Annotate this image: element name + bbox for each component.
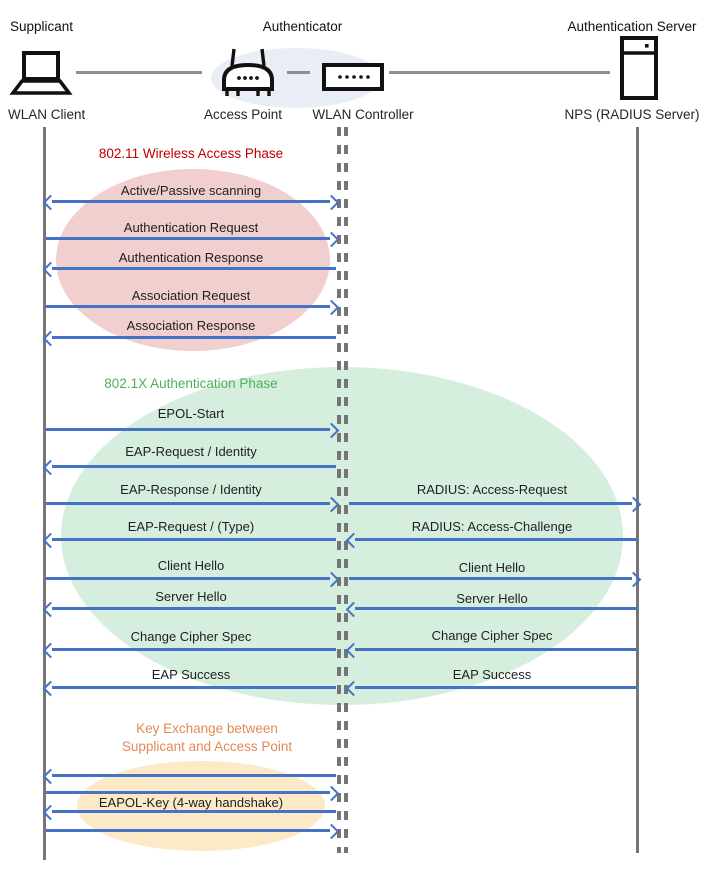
wlan-controller-icon [322, 63, 384, 91]
arrow-shaft [52, 538, 336, 541]
message-label: Client Hello [458, 560, 526, 575]
message-label: Association Response [126, 318, 256, 333]
arrow-shaft [52, 267, 336, 270]
message-label: Client Hello [157, 558, 225, 573]
message-label: EAP-Response / Identity [120, 482, 262, 497]
arrow-shaft [355, 648, 637, 651]
label-wlan-client: WLAN Client [8, 107, 86, 122]
message-label: RADIUS: Access-Challenge [411, 519, 573, 534]
arrow-shaft [46, 237, 330, 240]
phase1-title: 802.11 Wireless Access Phase [98, 146, 284, 161]
message-label: Server Hello [155, 589, 227, 604]
role-supplicant: Supplicant [10, 19, 74, 34]
role-authenticator: Authenticator [262, 19, 343, 34]
role-authentication-server: Authentication Server [567, 19, 697, 34]
message-label: Association Request [131, 288, 251, 303]
arrow-shaft [52, 465, 336, 468]
message-label: Authentication Request [123, 220, 259, 235]
message-label: EAPOL-Key (4-way handshake) [98, 795, 284, 810]
arrow-shaft [46, 829, 330, 832]
connector-ap-wlc [287, 71, 310, 74]
message-label: Authentication Response [118, 250, 264, 265]
arrow-shaft [52, 774, 336, 777]
arrow-shaft [46, 305, 330, 308]
message-label: Change Cipher Spec [431, 628, 553, 643]
arrow-shaft [52, 648, 336, 651]
arrow-shaft [52, 810, 336, 813]
arrow-shaft [355, 538, 637, 541]
phase2-title: 802.1X Authentication Phase [104, 376, 278, 391]
laptop-icon [8, 50, 74, 98]
access-point-icon [217, 47, 279, 100]
message-label: EAP-Request / (Type) [127, 519, 255, 534]
arrow-shaft [46, 428, 330, 431]
message-label: EAP Success [452, 667, 532, 682]
arrow-shaft [52, 200, 330, 203]
message-label: EPOL-Start [157, 406, 225, 421]
label-wlan-controller: WLAN Controller [312, 107, 414, 122]
arrow-shaft [52, 607, 336, 610]
message-label: Server Hello [456, 591, 528, 606]
connector-client-ap [76, 71, 202, 74]
phase3-title-line2: Supplicant and Access Point [121, 739, 293, 754]
arrow-shaft [349, 577, 632, 580]
arrow-shaft [355, 686, 637, 689]
arrow-shaft [46, 791, 330, 794]
phase3-title-line1: Key Exchange between [136, 721, 278, 736]
arrow-shaft [52, 336, 336, 339]
arrow-shaft [46, 502, 330, 505]
connector-wlc-server [389, 71, 610, 74]
message-label: Active/Passive scanning [120, 183, 262, 198]
message-label: RADIUS: Access-Request [416, 482, 568, 497]
message-label: Change Cipher Spec [130, 629, 252, 644]
label-nps-radius-server: NPS (RADIUS Server) [564, 107, 700, 122]
arrow-shaft [52, 686, 336, 689]
message-label: EAP Success [151, 667, 231, 682]
arrow-shaft [46, 577, 330, 580]
arrow-shaft [355, 607, 637, 610]
arrow-shaft [349, 502, 632, 505]
label-access-point: Access Point [203, 107, 283, 122]
server-icon [620, 36, 658, 100]
message-label: EAP-Request / Identity [125, 444, 257, 459]
